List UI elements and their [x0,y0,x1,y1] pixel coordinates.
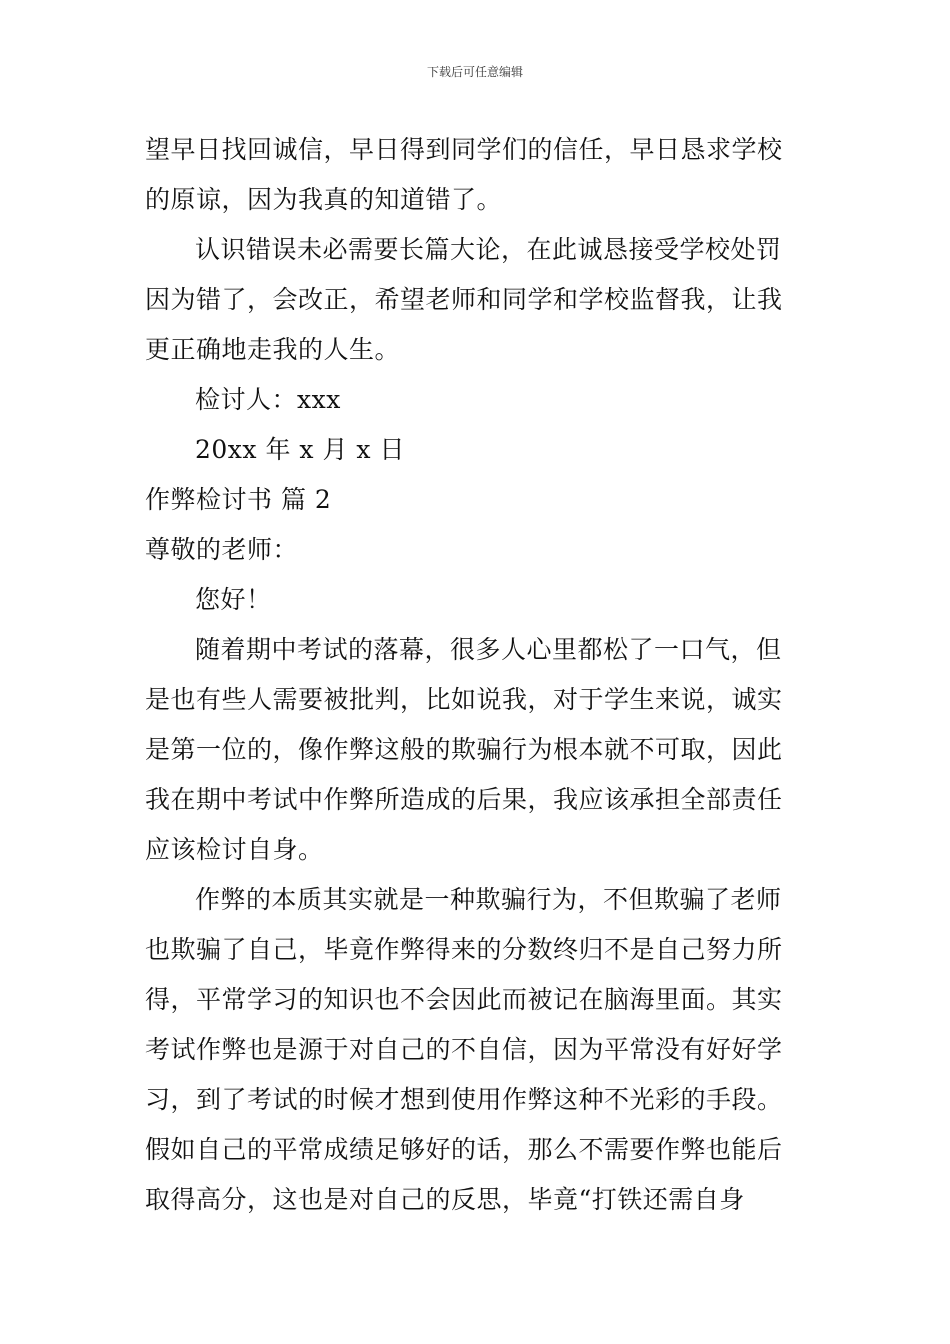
paragraph-start: 认识错误未必需要长篇大论，在此诚恳接受学校处罚 [195,235,782,264]
text-line: 得，平常学习的知识也不会因此而被记在脑海里面。其实 [145,985,783,1014]
text-line: 假如自己的平常成绩足够好的话，那么不需要作弊也能后 [145,1135,783,1164]
text-line: 应该检讨自身。 [145,835,324,864]
text-line: 考试作弊也是源于对自己的不自信，因为平常没有好好学 [145,1035,783,1064]
text-line: 是第一位的，像作弊这般的欺骗行为根本就不可取，因此 [145,735,783,764]
text-line: 我在期中考试中作弊所造成的后果，我应该承担全部责任 [145,785,783,814]
greeting: 您好！ [195,585,272,614]
text-line: 望早日找回诚信，早日得到同学们的信任，早日恳求学校 [145,135,783,164]
paragraph-start: 随着期中考试的落幕，很多人心里都松了一口气，但 [195,635,782,664]
text-line: 取得高分，这也是对自己的反思，毕竟“打铁还需自身 [145,1185,745,1214]
text-line: 习，到了考试的时候才想到使用作弊这种不光彩的手段。 [145,1085,783,1114]
text-line: 因为错了，会改正，希望老师和同学和学校监督我，让我 [145,285,783,314]
paragraph-start: 作弊的本质其实就是一种欺骗行为，不但欺骗了老师 [195,885,782,914]
section-title: 作弊检讨书 篇 2 [145,485,332,514]
page-header: 下载后可任意编辑 [426,65,523,79]
text-line: 更正确地走我的人生。 [145,335,401,364]
text-line: 的原谅，因为我真的知道错了。 [145,185,503,214]
document-body [145,125,807,1225]
text-line: 是也有些人需要被批判，比如说我，对于学生来说，诚实 [145,685,783,714]
text-line: 也欺骗了自己，毕竟作弊得来的分数终归不是自己努力所 [145,935,783,964]
date-line: 20xx 年 x 月 x 日 [195,435,405,464]
signature-line: 检讨人：xxx [195,385,341,414]
salutation: 尊敬的老师： [145,535,299,564]
